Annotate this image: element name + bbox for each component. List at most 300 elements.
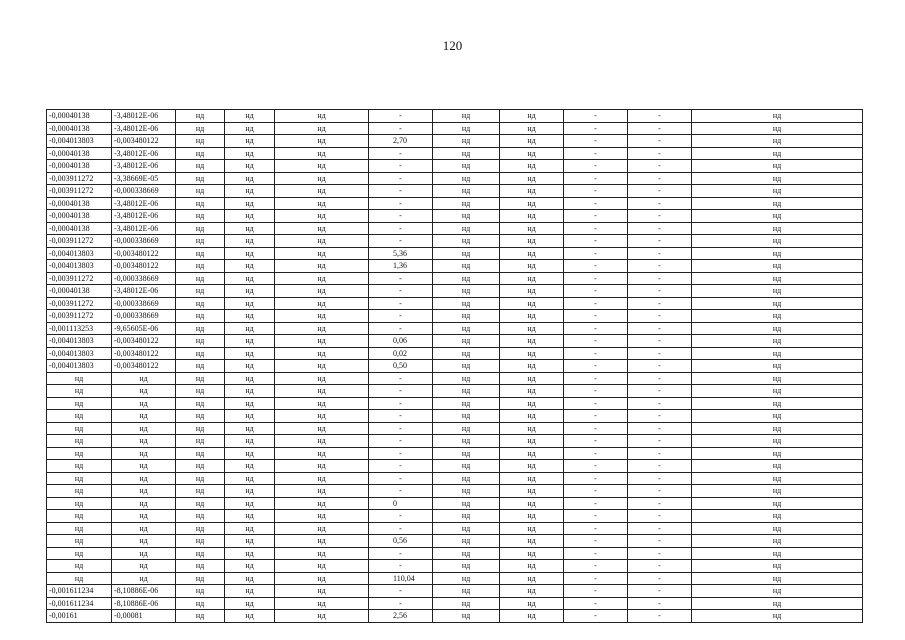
table-cell: нд <box>275 335 369 348</box>
table-cell: нд <box>176 560 225 573</box>
table-cell: - <box>564 135 628 148</box>
table-cell: нд <box>500 397 564 410</box>
table-cell: нд <box>225 235 275 248</box>
table-cell: нд <box>692 310 863 323</box>
table-cell: нд <box>225 597 275 610</box>
table-row <box>47 235 863 248</box>
table-cell: нд <box>500 297 564 310</box>
table-cell: -0,001611234 <box>47 585 112 598</box>
table-cell: нд <box>275 372 369 385</box>
table-cell: нд <box>500 547 564 560</box>
table-cell: нд <box>500 422 564 435</box>
table-cell: - <box>369 410 433 423</box>
table-cell: - <box>369 322 433 335</box>
table-cell: -0,000338669 <box>112 185 176 198</box>
table-cell: нд <box>112 460 176 473</box>
table-cell: нд <box>500 435 564 448</box>
table-cell: нд <box>47 435 112 448</box>
table-cell: нд <box>225 435 275 448</box>
table-cell: нд <box>225 535 275 548</box>
table-cell: нд <box>692 560 863 573</box>
table-cell: - <box>564 410 628 423</box>
table-cell: - <box>628 322 692 335</box>
table-cell: - <box>628 585 692 598</box>
table-cell: - <box>564 260 628 273</box>
table-cell: нд <box>275 485 369 498</box>
table-cell: нд <box>500 410 564 423</box>
table-cell: нд <box>500 160 564 173</box>
table-cell: нд <box>176 297 225 310</box>
table-cell: -0,004013803 <box>47 347 112 360</box>
table-cell: нд <box>692 247 863 260</box>
table-cell: - <box>564 447 628 460</box>
table-row <box>47 472 863 485</box>
table-cell: - <box>369 435 433 448</box>
table-cell: нд <box>112 435 176 448</box>
table-cell: 2,70 <box>369 135 433 148</box>
table-cell: - <box>564 297 628 310</box>
table-cell: - <box>369 297 433 310</box>
table-cell: нд <box>500 610 564 623</box>
table-cell: - <box>564 460 628 473</box>
table-cell: нд <box>692 272 863 285</box>
table-cell: нд <box>692 322 863 335</box>
table-cell: - <box>564 322 628 335</box>
table-cell: нд <box>176 110 225 123</box>
table-cell: - <box>628 435 692 448</box>
table-cell: - <box>628 285 692 298</box>
table-cell: нд <box>500 322 564 335</box>
table-cell: нд <box>176 572 225 585</box>
table-cell: - <box>369 285 433 298</box>
table-cell: - <box>628 472 692 485</box>
table-cell: нд <box>275 572 369 585</box>
table-cell: нд <box>112 547 176 560</box>
table-cell: - <box>369 160 433 173</box>
table-cell: нд <box>47 447 112 460</box>
table-cell: нд <box>692 185 863 198</box>
table-cell: нд <box>433 497 500 510</box>
table-cell: - <box>369 522 433 535</box>
table-cell: нд <box>433 197 500 210</box>
table-cell: нд <box>275 410 369 423</box>
table-cell: - <box>369 597 433 610</box>
table-cell: нд <box>500 235 564 248</box>
table-cell: нд <box>47 372 112 385</box>
table-cell: нд <box>433 297 500 310</box>
table-cell: - <box>628 335 692 348</box>
table-cell: -3,48012E-06 <box>112 210 176 223</box>
table-cell: нд <box>433 472 500 485</box>
table-cell: нд <box>433 510 500 523</box>
table-row <box>47 160 863 173</box>
table-cell: нд <box>275 560 369 573</box>
table-cell: нд <box>500 122 564 135</box>
table-cell: нд <box>112 560 176 573</box>
table-cell: нд <box>692 460 863 473</box>
table-row <box>47 422 863 435</box>
table-cell: нд <box>692 572 863 585</box>
table-body <box>47 110 863 623</box>
table-cell: нд <box>275 460 369 473</box>
table-cell: - <box>628 222 692 235</box>
table-cell: - <box>628 197 692 210</box>
table-cell: нд <box>176 485 225 498</box>
table-cell: нд <box>692 610 863 623</box>
table-row <box>47 210 863 223</box>
table-cell: - <box>564 535 628 548</box>
table-cell: нд <box>225 360 275 373</box>
table-cell: нд <box>433 597 500 610</box>
table-cell: нд <box>275 547 369 560</box>
table-cell: -3,48012E-06 <box>112 160 176 173</box>
table-cell: - <box>628 210 692 223</box>
table-cell: нд <box>275 522 369 535</box>
table-cell: - <box>628 535 692 548</box>
table-cell: нд <box>433 535 500 548</box>
table-cell: нд <box>433 135 500 148</box>
table-row <box>47 247 863 260</box>
table-cell: нд <box>275 110 369 123</box>
table-cell: нд <box>225 347 275 360</box>
table-cell: - <box>564 222 628 235</box>
table-cell: - <box>628 410 692 423</box>
table-cell: нд <box>433 247 500 260</box>
table-cell: нд <box>692 197 863 210</box>
table-cell: нд <box>275 285 369 298</box>
table-cell: нд <box>275 297 369 310</box>
table-cell: - <box>628 385 692 398</box>
table-cell: - <box>628 110 692 123</box>
table-cell: -0,004013803 <box>47 260 112 273</box>
table-row <box>47 535 863 548</box>
table-cell: нд <box>225 147 275 160</box>
table-cell: нд <box>47 397 112 410</box>
table-row <box>47 397 863 410</box>
table-cell: нд <box>692 410 863 423</box>
table-cell: - <box>564 247 628 260</box>
table-cell: нд <box>47 485 112 498</box>
table-cell: нд <box>275 360 369 373</box>
table-cell: - <box>564 485 628 498</box>
table-cell: нд <box>692 447 863 460</box>
table-cell: - <box>564 560 628 573</box>
table-cell: нд <box>225 447 275 460</box>
table-cell: нд <box>112 485 176 498</box>
table-cell: нд <box>500 447 564 460</box>
table-row <box>47 385 863 398</box>
table-cell: - <box>564 585 628 598</box>
table-cell: нд <box>47 497 112 510</box>
table-cell: нд <box>500 385 564 398</box>
table-cell: нд <box>225 335 275 348</box>
table-cell: нд <box>225 585 275 598</box>
table-cell: 5,36 <box>369 247 433 260</box>
table-cell: нд <box>47 522 112 535</box>
table-cell: нд <box>433 122 500 135</box>
table-cell: - <box>369 272 433 285</box>
table-cell: нд <box>275 185 369 198</box>
table-cell: -0,003480122 <box>112 247 176 260</box>
table-cell: -9,65605E-06 <box>112 322 176 335</box>
table-cell: - <box>628 235 692 248</box>
table-cell: - <box>628 172 692 185</box>
table-cell: нд <box>225 160 275 173</box>
table-cell: - <box>369 460 433 473</box>
table-cell: нд <box>275 172 369 185</box>
table-cell: нд <box>500 535 564 548</box>
table-cell: -0,004013803 <box>47 360 112 373</box>
table-cell: нд <box>112 385 176 398</box>
table-cell: нд <box>225 560 275 573</box>
table-cell: нд <box>47 422 112 435</box>
table-cell: -0,003480122 <box>112 335 176 348</box>
table-cell: - <box>369 397 433 410</box>
table-cell: нд <box>275 147 369 160</box>
table-cell: нд <box>225 222 275 235</box>
table-cell: -0,00081 <box>112 610 176 623</box>
table-cell: -0,00040138 <box>47 110 112 123</box>
table-cell: - <box>628 297 692 310</box>
table-cell: -0,003911272 <box>47 297 112 310</box>
table-cell: нд <box>225 372 275 385</box>
table-cell: -0,00040138 <box>47 285 112 298</box>
table-cell: нд <box>500 135 564 148</box>
table-cell: нд <box>692 385 863 398</box>
table-cell: нд <box>692 110 863 123</box>
table-cell: - <box>369 385 433 398</box>
table-cell: нд <box>176 122 225 135</box>
table-cell: -3,48012E-06 <box>112 110 176 123</box>
table-cell: нд <box>433 522 500 535</box>
table-cell: - <box>628 485 692 498</box>
table-cell: нд <box>433 422 500 435</box>
table-row <box>47 147 863 160</box>
table-cell: - <box>564 210 628 223</box>
table-cell: нд <box>275 497 369 510</box>
table-cell: нд <box>225 285 275 298</box>
table-cell: -0,00161 <box>47 610 112 623</box>
table-cell: - <box>369 235 433 248</box>
table-cell: нд <box>275 585 369 598</box>
table-row <box>47 135 863 148</box>
table-cell: -0,003480122 <box>112 347 176 360</box>
table-cell: нд <box>112 535 176 548</box>
table-cell: нд <box>225 547 275 560</box>
table-cell: - <box>564 310 628 323</box>
table-cell: - <box>628 347 692 360</box>
table-cell: - <box>628 260 692 273</box>
table-cell: нд <box>112 410 176 423</box>
table-cell: нд <box>176 372 225 385</box>
table-cell: нд <box>47 560 112 573</box>
table-cell: нд <box>500 472 564 485</box>
table-cell: нд <box>500 372 564 385</box>
table-cell: нд <box>176 460 225 473</box>
table-cell: нд <box>500 260 564 273</box>
table-cell: -3,48012E-06 <box>112 122 176 135</box>
table-cell: нд <box>275 210 369 223</box>
table-cell: нд <box>433 185 500 198</box>
table-cell: нд <box>275 160 369 173</box>
table-cell: нд <box>500 597 564 610</box>
table-cell: нд <box>225 485 275 498</box>
table-cell: нд <box>176 185 225 198</box>
table-cell: нд <box>500 522 564 535</box>
table-cell: нд <box>176 247 225 260</box>
table-cell: - <box>564 160 628 173</box>
table-cell: нд <box>176 210 225 223</box>
table-cell: - <box>564 147 628 160</box>
table-cell: нд <box>433 210 500 223</box>
table-cell: нд <box>225 385 275 398</box>
table-cell: - <box>564 597 628 610</box>
table-cell: - <box>564 510 628 523</box>
table-cell: нд <box>176 497 225 510</box>
table-cell: нд <box>112 497 176 510</box>
table-row <box>47 222 863 235</box>
table-cell: - <box>564 197 628 210</box>
table-cell: нд <box>225 135 275 148</box>
table-cell: - <box>628 135 692 148</box>
data-table <box>46 109 863 623</box>
table-cell: - <box>628 572 692 585</box>
table-cell: нд <box>176 322 225 335</box>
table-cell: нд <box>47 510 112 523</box>
table-cell: нд <box>176 310 225 323</box>
table-cell: 2,56 <box>369 610 433 623</box>
table-cell: нд <box>225 210 275 223</box>
table-cell: нд <box>275 397 369 410</box>
table-cell: нд <box>433 235 500 248</box>
table-cell: -0,00040138 <box>47 122 112 135</box>
table-row <box>47 510 863 523</box>
table-cell: нд <box>112 522 176 535</box>
table-cell: - <box>628 597 692 610</box>
table-cell: нд <box>692 510 863 523</box>
table-cell: нд <box>275 347 369 360</box>
table-cell: нд <box>275 272 369 285</box>
table-cell: - <box>369 172 433 185</box>
table-cell: нд <box>692 435 863 448</box>
table-cell: - <box>369 447 433 460</box>
table-cell: - <box>628 447 692 460</box>
table-row <box>47 360 863 373</box>
table-cell: - <box>564 572 628 585</box>
table-cell: нд <box>433 572 500 585</box>
table-cell: нд <box>500 210 564 223</box>
table-cell: - <box>564 272 628 285</box>
table-row <box>47 260 863 273</box>
table-cell: - <box>564 385 628 398</box>
table-row <box>47 335 863 348</box>
table-cell: нд <box>500 497 564 510</box>
table-cell: нд <box>275 472 369 485</box>
table-row <box>47 460 863 473</box>
table-cell: - <box>628 522 692 535</box>
table-cell: нд <box>176 597 225 610</box>
table-cell: - <box>369 560 433 573</box>
table-cell: - <box>369 110 433 123</box>
table-cell: -0,004013803 <box>47 135 112 148</box>
table-cell: нд <box>500 222 564 235</box>
table-row <box>47 310 863 323</box>
table-cell: - <box>369 122 433 135</box>
table-cell: - <box>564 185 628 198</box>
table-cell: нд <box>433 547 500 560</box>
table-cell: нд <box>500 172 564 185</box>
table-cell: -8,10886E-06 <box>112 585 176 598</box>
table-cell: нд <box>275 435 369 448</box>
table-cell: -0,003911272 <box>47 272 112 285</box>
table-cell: нд <box>433 460 500 473</box>
table-cell: - <box>564 435 628 448</box>
table-cell: 0,56 <box>369 535 433 548</box>
table-cell: - <box>564 397 628 410</box>
table-cell: нд <box>692 260 863 273</box>
table-cell: нд <box>225 472 275 485</box>
table-cell: нд <box>433 385 500 398</box>
table-cell: нд <box>692 222 863 235</box>
table-cell: нд <box>692 172 863 185</box>
table-cell: нд <box>433 585 500 598</box>
table-cell: -0,003911272 <box>47 310 112 323</box>
table-cell: -0,003480122 <box>112 360 176 373</box>
table-cell: - <box>564 522 628 535</box>
table-cell: - <box>628 360 692 373</box>
table-cell: нд <box>112 422 176 435</box>
table-cell: - <box>369 547 433 560</box>
table-cell: нд <box>176 360 225 373</box>
table-cell: нд <box>433 222 500 235</box>
table-row <box>47 447 863 460</box>
table-cell: нд <box>275 447 369 460</box>
table-cell: нд <box>500 197 564 210</box>
table-row <box>47 322 863 335</box>
table-cell: нд <box>275 385 369 398</box>
table-cell: - <box>369 510 433 523</box>
table-cell: нд <box>500 560 564 573</box>
table-cell: нд <box>433 147 500 160</box>
table-row <box>47 497 863 510</box>
table-cell: нд <box>47 472 112 485</box>
table-cell: нд <box>500 460 564 473</box>
table-cell: нд <box>692 210 863 223</box>
table-cell: -0,00040138 <box>47 210 112 223</box>
table-cell: нд <box>692 547 863 560</box>
table-cell: - <box>628 272 692 285</box>
table-cell: нд <box>176 422 225 435</box>
table-cell: нд <box>433 410 500 423</box>
table-cell: нд <box>225 185 275 198</box>
table-cell: нд <box>176 522 225 535</box>
table-cell: нд <box>692 397 863 410</box>
table-cell: нд <box>176 610 225 623</box>
table-cell: нд <box>500 247 564 260</box>
table-cell: - <box>564 472 628 485</box>
table-cell: нд <box>176 347 225 360</box>
table-cell: нд <box>433 160 500 173</box>
table-cell: нд <box>500 185 564 198</box>
table-cell: нд <box>692 235 863 248</box>
table-cell: нд <box>433 335 500 348</box>
table-cell: нд <box>692 347 863 360</box>
table-cell: -0,001611234 <box>47 597 112 610</box>
table-cell: - <box>564 547 628 560</box>
table-row <box>47 285 863 298</box>
table-cell: нд <box>692 122 863 135</box>
table-cell: -0,000338669 <box>112 297 176 310</box>
